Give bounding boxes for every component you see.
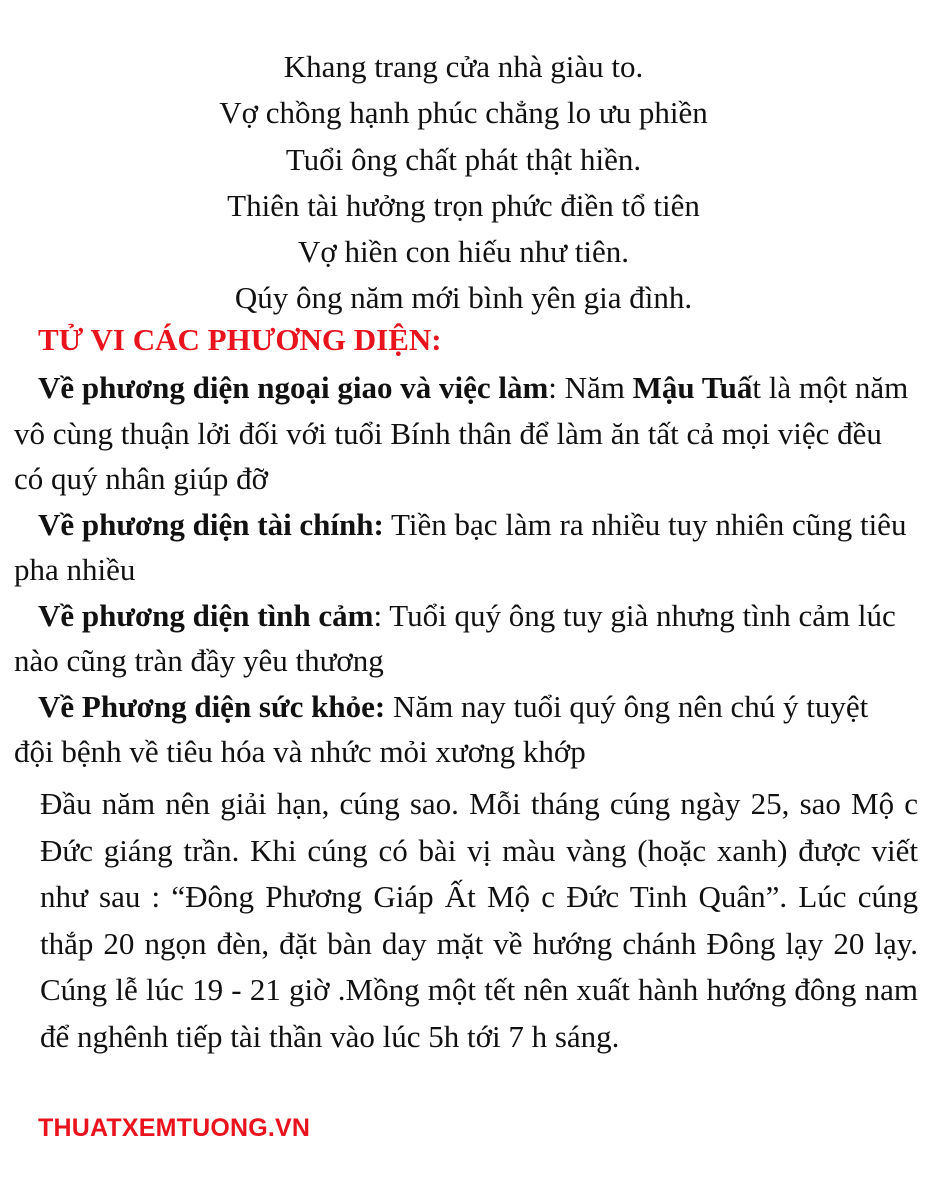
poem-line: Thiên tài hưởng trọn phức điền tổ tiên: [227, 187, 700, 223]
aspect-health-text: Năm nay tuổi quý ông nên chú ý tuyệt đội bệnh về tiêu hóa và nhức mỏi xương khớp: [14, 688, 869, 769]
aspect-finance-title: Về phương diện tài chính:: [38, 506, 384, 542]
aspect-love-title: Về phương diện tình cảm: [38, 597, 374, 633]
poem-line: Vợ hiền con hiếu như tiên.: [297, 234, 630, 270]
aspect-health-title: Về Phương diện sức khỏe:: [38, 688, 386, 724]
poem-line: Khang trang cửa nhà giàu to.: [283, 49, 644, 84]
poem-line: Tuổi ông chất phát thật hiền.: [285, 141, 642, 177]
aspect-work-text-after: t là một năm vô cùng thuận lởi đối với tuổi Bính thân để làm ăn tất cả mọi việc đều có quý nhân giúp đỡ: [14, 370, 909, 496]
aspect-finance: [14, 502, 914, 593]
poem: [0, 44, 927, 322]
aspect-love-text: : Tuổi quý ông tuy già nhưng tình cảm lúc nào cũng tràn đầy yêu thương: [14, 597, 896, 678]
aspect-work-title: Về phương diện ngoại giao và việc làm: [38, 370, 549, 405]
poem-line: Qúy ông năm mới bình yên gia đình.: [234, 280, 693, 316]
aspect-work-text-before: : Năm: [548, 370, 633, 405]
aspect-finance-text: Tiền bạc làm ra nhiều tuy nhiên cũng tiêu pha nhiều: [14, 506, 907, 587]
ritual-paragraph: Đầu năm nên giải hạn, cúng sao. Mỗi tháng cúng ngày 25, sao Mộ c Đức giáng trần. Khi cúng có bài vị màu vàng (hoặc xanh) được viết như sau : “Đông Phương Giáp Ất Mộ c Đức Tinh Quân”. Lúc cúng thắp 20 ngọn đèn, đặt bàn day mặt về hướng chánh Đông lạy 20 lạy. Cúng lễ lúc 19 - 21 giờ .Mồng một tết nên xuất hành hướng đông nam để nghênh tiếp tài thần vào lúc 5h tới 7 h sáng.: [40, 786, 918, 1054]
aspects-section: [14, 365, 914, 775]
aspect-work: [14, 365, 914, 502]
brand-watermark: THUATXEMTUONG.VN: [38, 1114, 311, 1142]
poem-line: Vợ chồng hạnh phúc chẳng lo ưu phiền: [219, 95, 708, 131]
aspect-love: [14, 593, 914, 684]
section-heading: TỬ VI CÁC PHƯƠNG DIỆN:: [38, 322, 442, 357]
aspect-work-year: Mậu Tuấ: [632, 370, 753, 405]
aspect-health: [14, 684, 914, 775]
